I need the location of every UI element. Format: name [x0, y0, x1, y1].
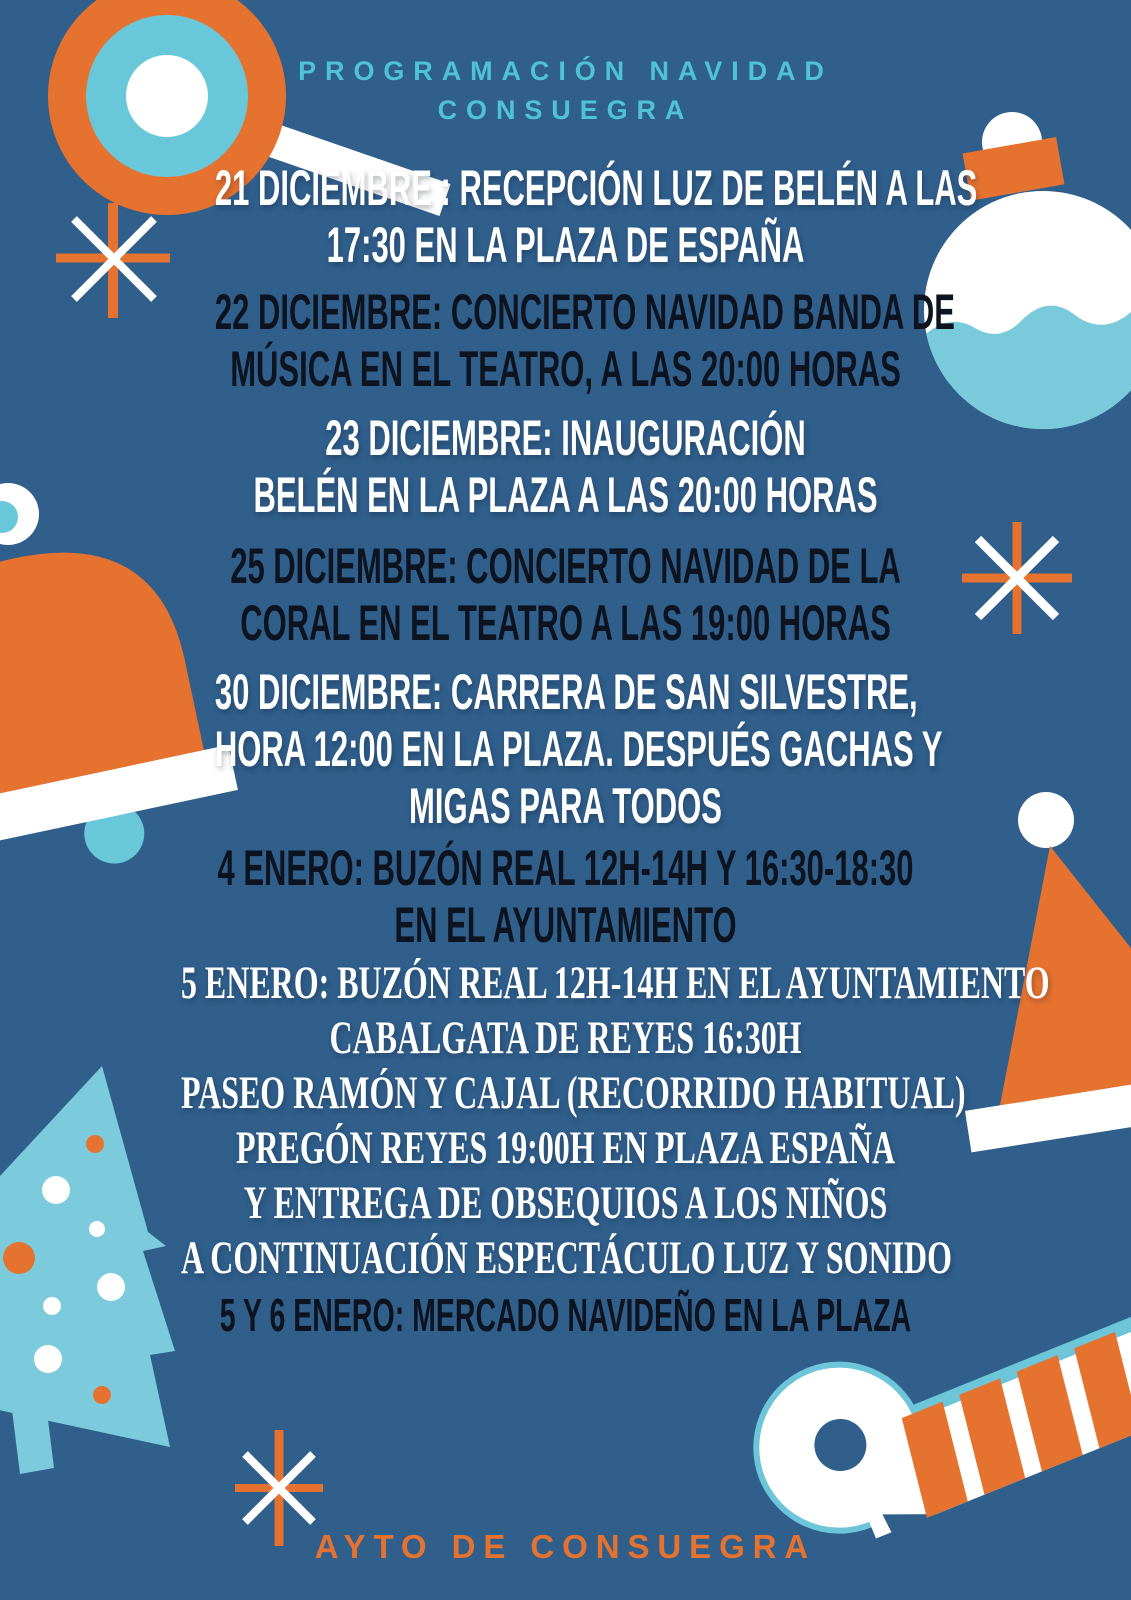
- event-4-enero: [0, 840, 1131, 954]
- event-text-line: 5 ENERO: BUZÓN REAL 12H-14H EN EL AYUNTAMIENTO: [180, 957, 1050, 1009]
- event-text-line: CORAL EN EL TEATRO A LAS 19:00 HORAS: [240, 595, 891, 651]
- event-text-line: A CONTINUACIÓN ESPECTÁCULO LUZ Y SONIDO: [180, 1232, 952, 1284]
- event-text-line: 30 DICIEMBRE: CARRERA DE SAN SILVESTRE,: [214, 664, 918, 720]
- event-23-diciembre: [0, 410, 1131, 524]
- event-5-enero: [0, 956, 1131, 1286]
- event-text-line: 22 DICIEMBRE: CONCIERTO NAVIDAD BANDA DE: [214, 284, 955, 340]
- event-text-line: BELÉN EN LA PLAZA A LAS 20:00 HORAS: [253, 467, 878, 523]
- event-text-line: MIGAS PARA TODOS: [409, 778, 722, 834]
- event-text-line: 4 ENERO: BUZÓN REAL 12H-14H Y 16:30-18:30: [217, 840, 914, 896]
- event-25-diciembre: [0, 538, 1131, 652]
- event-text-line: EN EL AYUNTAMIENTO: [394, 897, 737, 953]
- event-text-line: CABALGATA DE REYES 16:30H: [329, 1012, 802, 1064]
- poster-title-line: CONSUEGRA: [437, 95, 694, 125]
- event-text-line: Y ENTREGA DE OBSEQUIOS A LOS NIÑOS: [243, 1177, 888, 1229]
- event-text-line: 25 DICIEMBRE: CONCIERTO NAVIDAD DE LA: [230, 538, 901, 594]
- event-text-line: PASEO RAMÓN Y CAJAL (RECORRIDO HABITUAL): [180, 1067, 966, 1119]
- event-text-line: 17:30 EN LA PLAZA DE ESPAÑA: [326, 217, 805, 273]
- footer-organizer: [0, 1528, 1131, 1566]
- event-text-line: 21 DICIEMBRE : RECEPCIÓN LUZ DE BELÉN A LAS: [214, 160, 978, 216]
- event-22-diciembre: [0, 284, 1131, 398]
- event-5-6-enero: [0, 1288, 1131, 1342]
- event-text-line: MÚSICA EN EL TEATRO, A LAS 20:00 HORAS: [230, 341, 901, 397]
- event-text-line: 23 DICIEMBRE: INAUGURACIÓN: [325, 410, 806, 466]
- event-text-line: PREGÓN REYES 19:00H EN PLAZA ESPAÑA: [235, 1122, 896, 1174]
- event-21-diciembre: [0, 160, 1131, 274]
- event-text-line: HORA 12:00 EN LA PLAZA. DESPUÉS GACHAS Y: [214, 721, 943, 777]
- poster-title: [0, 52, 1131, 130]
- event-text-line: 5 Y 6 ENERO: MERCADO NAVIDEÑO EN LA PLAZA: [219, 1289, 912, 1341]
- event-30-diciembre: [0, 664, 1131, 835]
- poster-title-line: PROGRAMACIÓN NAVIDAD: [298, 56, 833, 86]
- footer-organizer-label: AYTO DE CONSUEGRA: [314, 1528, 817, 1565]
